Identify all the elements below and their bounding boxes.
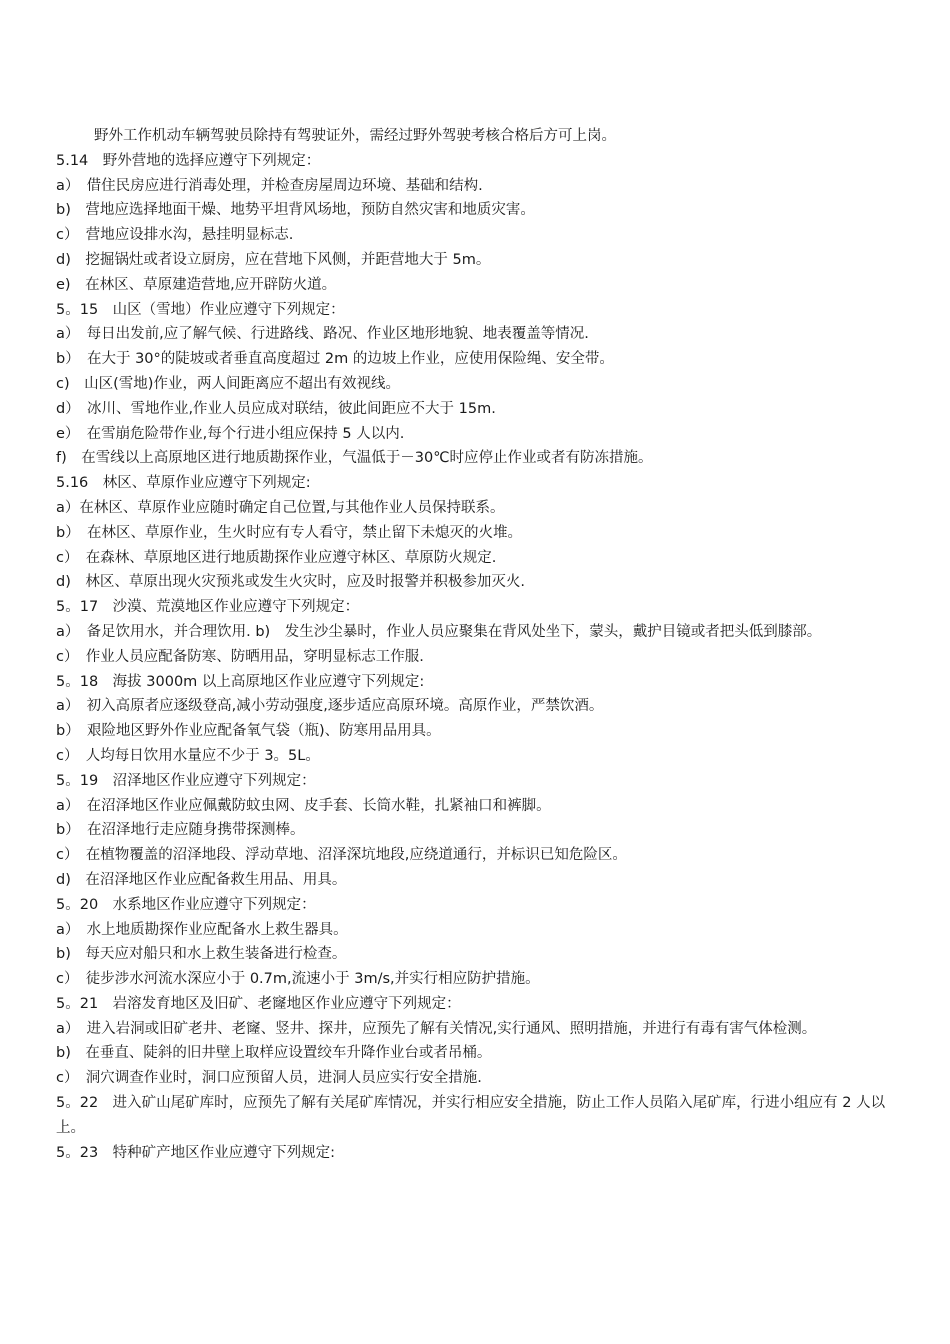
list-item: c） 徒步涉水河流水深应小于 0.7m,流速小于 3m/s,并实行相应防护措施。	[56, 971, 540, 988]
list-item: d) 在沼泽地区作业应配备救生用品、用具。	[56, 871, 347, 888]
section-heading: 5。15 山区（雪地）作业应遵守下列规定：	[56, 301, 345, 318]
paragraph: 野外工作机动车辆驾驶员除持有驾驶证外，需经过野外驾驶考核合格后方可上岗。	[94, 128, 616, 144]
list-item: b) 营地应选择地面干燥、地势平坦背风场地，预防自然灾害和地质灾害。	[56, 202, 535, 219]
list-item: a） 进入岩洞或旧矿老井、老窿、竖井、探井，应预先了解有关情况,实行通风、照明措施，并进行有毒有害气体检测。	[56, 1020, 817, 1037]
list-item: d） 冰川、雪地作业,作业人员应成对联结，彼此间距应不大于 15m.	[56, 400, 496, 417]
list-item: a） 初入高原者应逐级登高,减小劳动强度,逐步适应高原环境。高原作业，严禁饮酒。	[56, 698, 604, 715]
section-heading: 5。17 沙漠、荒漠地区作业应遵守下列规定：	[56, 599, 360, 616]
list-item: a） 水上地质勘探作业应配备水上救生器具。	[56, 921, 348, 938]
list-item: b） 在沼泽地行走应随身携带探测棒。	[56, 822, 305, 839]
section-heading: 5。19 沼泽地区作业应遵守下列规定：	[56, 772, 316, 789]
list-item: a） 借住民房应进行消毒处理，并检查房屋周边环境、基础和结构.	[56, 177, 483, 194]
list-item: a） 在沼泽地区作业应佩戴防蚊虫网、皮手套、长筒水鞋，扎紧袖口和裤脚。	[56, 797, 551, 814]
list-item: b) 在垂直、陡斜的旧井壁上取样应设置绞车升降作业台或者吊桶。	[56, 1045, 492, 1062]
list-item: a） 每日出发前,应了解气候、行进路线、路况、作业区地形地貌、地表覆盖等情况.	[56, 326, 589, 343]
section-heading: 5。21 岩溶发育地区及旧矿、老窿地区作业应遵守下列规定：	[56, 995, 461, 1012]
list-item: c） 营地应设排水沟，悬挂明显标志.	[56, 227, 294, 244]
list-item: b） 在林区、草原作业，生火时应有专人看守，禁止留下未熄灭的火堆。	[56, 524, 522, 541]
list-item: a） 备足饮用水，并合理饮用. b) 发生沙尘暴时，作业人员应聚集在背风处坐下，蒙头，戴护目镜或者把头低到膝部。	[56, 623, 822, 640]
section-heading: 5.14 野外营地的选择应遵守下列规定：	[56, 152, 321, 169]
list-item: f) 在雪线以上高原地区进行地质勘探作业，气温低于－30℃时应停止作业或者有防冻措施。	[56, 450, 653, 467]
document-body	[56, 124, 896, 1165]
list-item: d) 挖掘锅灶或者设立厨房，应在营地下风侧，并距营地大于 5m。	[56, 251, 491, 268]
list-item: b） 艰险地区野外作业应配备氧气袋（瓶)、防寒用品用具。	[56, 723, 441, 740]
list-item: c） 在森林、草原地区进行地质勘探作业应遵守林区、草原防火规定.	[56, 549, 497, 566]
list-item: b） 在大于 30°的陡坡或者垂直高度超过 2m 的边坡上作业，应使用保险绳、安全带。	[56, 351, 614, 368]
list-item: c） 洞穴调查作业时，洞口应预留人员，进洞人员应实行安全措施.	[56, 1070, 482, 1087]
list-item: e) 在林区、草原建造营地,应开辟防火道。	[56, 276, 337, 293]
list-item: c） 在植物覆盖的沼泽地段、浮动草地、沼泽深坑地段,应绕道通行，并标识已知危险区。	[56, 847, 627, 864]
list-item: c） 作业人员应配备防寒、防晒用品，穿明显标志工作服.	[56, 648, 424, 665]
list-item: c） 人均每日饮用水量应不少于 3。5L。	[56, 747, 320, 764]
section-heading: 5。18 海拔 3000m 以上高原地区作业应遵守下列规定:	[56, 673, 425, 690]
list-item: c) 山区(雪地)作业，两人间距离应不超出有效视线。	[56, 375, 400, 392]
section-heading: 5。22 进入矿山尾矿库时，应预先了解有关尾矿库情况，并实行相应安全措施，防止工作人员陷入尾矿库，行进小组应有 2 人以上。	[56, 1095, 886, 1136]
section-heading: 5。20 水系地区作业应遵守下列规定：	[56, 896, 316, 913]
section-heading: 5.16 林区、草原作业应遵守下列规定:	[56, 475, 311, 492]
list-item: d) 林区、草原出现火灾预兆或发生火灾时，应及时报警并积极参加灭火.	[56, 574, 525, 591]
list-item: e） 在雪崩危险带作业,每个行进小组应保持 5 人以内.	[56, 425, 405, 442]
section-heading: 5。23 特种矿产地区作业应遵守下列规定:	[56, 1144, 336, 1161]
list-item: b) 每天应对船只和水上救生装备进行检查。	[56, 946, 347, 963]
list-item: a）在林区、草原作业应随时确定自己位置,与其他作业人员保持联系。	[56, 499, 505, 516]
